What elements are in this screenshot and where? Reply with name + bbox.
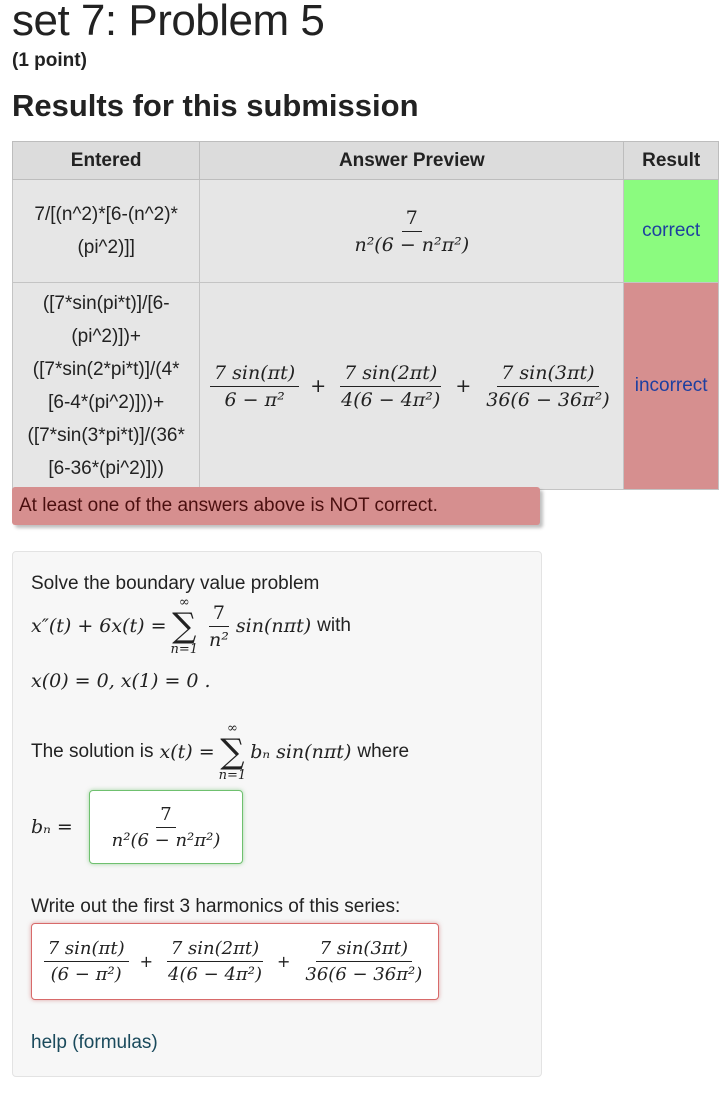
plus-operator: + [455, 375, 472, 397]
answer-preview-cell [200, 180, 624, 283]
bn-label: bₙ = [31, 816, 73, 838]
plus-operator: + [310, 375, 327, 397]
results-heading: Results for this submission [12, 88, 419, 123]
entered-line: [6-4*(pi^2)]))+ [48, 392, 165, 413]
results-header-row [13, 142, 719, 180]
points-label: (1 point) [12, 50, 87, 71]
fraction [108, 804, 225, 851]
sum-upper-limit: ∞ [178, 595, 190, 610]
entered-cell [13, 283, 200, 490]
table-row [13, 180, 719, 283]
fraction [164, 938, 266, 985]
sigma-icon: ∑ [220, 732, 245, 772]
where-text: where [357, 741, 410, 762]
sigma-icon: ∑ [172, 606, 197, 646]
fraction-numerator: 7 sin(3πt) [497, 362, 598, 387]
entered-line: 7/[(n^2)*[6-(n^2)* [34, 204, 178, 225]
fraction [482, 362, 613, 411]
entered-line: (pi^2)])+ [71, 326, 141, 347]
fraction-denominator: n²(6 − n²π²) [111, 829, 221, 851]
fraction [301, 938, 426, 985]
entered-line: (pi^2)]] [77, 237, 135, 258]
results-table [12, 141, 719, 490]
fraction-denominator: 36(6 − 36π²) [305, 964, 423, 985]
ode-lhs: x″(t) + 6x(t) = [31, 615, 167, 637]
summation-symbol [171, 596, 199, 656]
fraction-denominator: 6 − π² [224, 388, 285, 411]
fraction-denominator: n² [209, 628, 229, 651]
sum-upper-limit: ∞ [227, 721, 238, 736]
header-entered: Entered [13, 142, 200, 180]
sum-lower-limit: n=1 [218, 768, 247, 783]
incorrect-alert: At least one of the answers above is NOT correct. [12, 487, 540, 525]
fraction-denominator: 36(6 − 36π²) [486, 388, 610, 411]
fraction-numerator: 7 sin(2πt) [167, 938, 263, 962]
solution-term: bₙ sin(nπt) [250, 741, 352, 763]
fraction [210, 362, 299, 411]
problem-intro: Solve the boundary value problem [31, 573, 320, 594]
math-preview [347, 207, 476, 256]
with-text: with [317, 615, 351, 636]
ode-equation [31, 596, 351, 656]
table-row [13, 283, 719, 490]
harmonics-answer-field[interactable] [31, 923, 439, 1000]
sum-lower-limit: n=1 [170, 642, 199, 657]
help-formulas-link[interactable]: help (formulas) [31, 1032, 158, 1053]
problem-panel [12, 551, 542, 1077]
math-preview [207, 362, 617, 411]
solution-statement [31, 722, 409, 782]
summation-symbol [219, 722, 247, 782]
fraction-numerator: 7 [209, 602, 229, 627]
bn-answer-field[interactable] [89, 790, 243, 864]
fraction [350, 207, 473, 256]
page-title: set 7: Problem 5 [12, 0, 325, 45]
entered-line: [6-36*(pi^2)])) [48, 458, 164, 479]
ode-sine-term: sin(nπt) [235, 615, 312, 637]
fraction [205, 602, 233, 651]
fraction-numerator: 7 sin(3πt) [316, 938, 412, 962]
fraction-numerator: 7 [402, 207, 422, 232]
fraction-numerator: 7 sin(πt) [44, 938, 129, 962]
fraction-denominator: 4(6 − 4π²) [168, 964, 262, 985]
fraction-denominator: (6 − π²) [50, 964, 122, 985]
fraction-numerator: 7 [156, 804, 175, 828]
plus-operator: + [276, 952, 291, 971]
header-result: Result [624, 142, 719, 180]
plus-operator: + [139, 952, 153, 971]
fraction [337, 362, 444, 411]
fraction-numerator: 7 sin(πt) [210, 362, 299, 387]
boundary-conditions: x(0) = 0, x(1) = 0 . [31, 670, 211, 692]
entered-cell [13, 180, 200, 283]
result-cell-correct: correct [624, 180, 719, 283]
solution-prefix: The solution is [31, 741, 154, 762]
fraction [44, 938, 129, 985]
fraction-numerator: 7 sin(2πt) [340, 362, 441, 387]
fraction-denominator: n²(6 − n²π²) [354, 233, 470, 256]
result-cell-incorrect: incorrect [624, 283, 719, 490]
harmonics-prompt: Write out the first 3 harmonics of this series: [31, 896, 401, 917]
entered-line: ([7*sin(pi*t)]/[6- [42, 293, 170, 314]
entered-line: ([7*sin(3*pi*t)]/(36* [27, 425, 185, 446]
header-answer-preview: Answer Preview [200, 142, 624, 180]
fraction-denominator: 4(6 − 4π²) [341, 388, 441, 411]
entered-line: ([7*sin(2*pi*t)]/(4* [32, 359, 180, 380]
answer-preview-cell [200, 283, 624, 490]
solution-lhs: x(t) = [159, 741, 215, 763]
harmonics-expression [41, 938, 430, 985]
